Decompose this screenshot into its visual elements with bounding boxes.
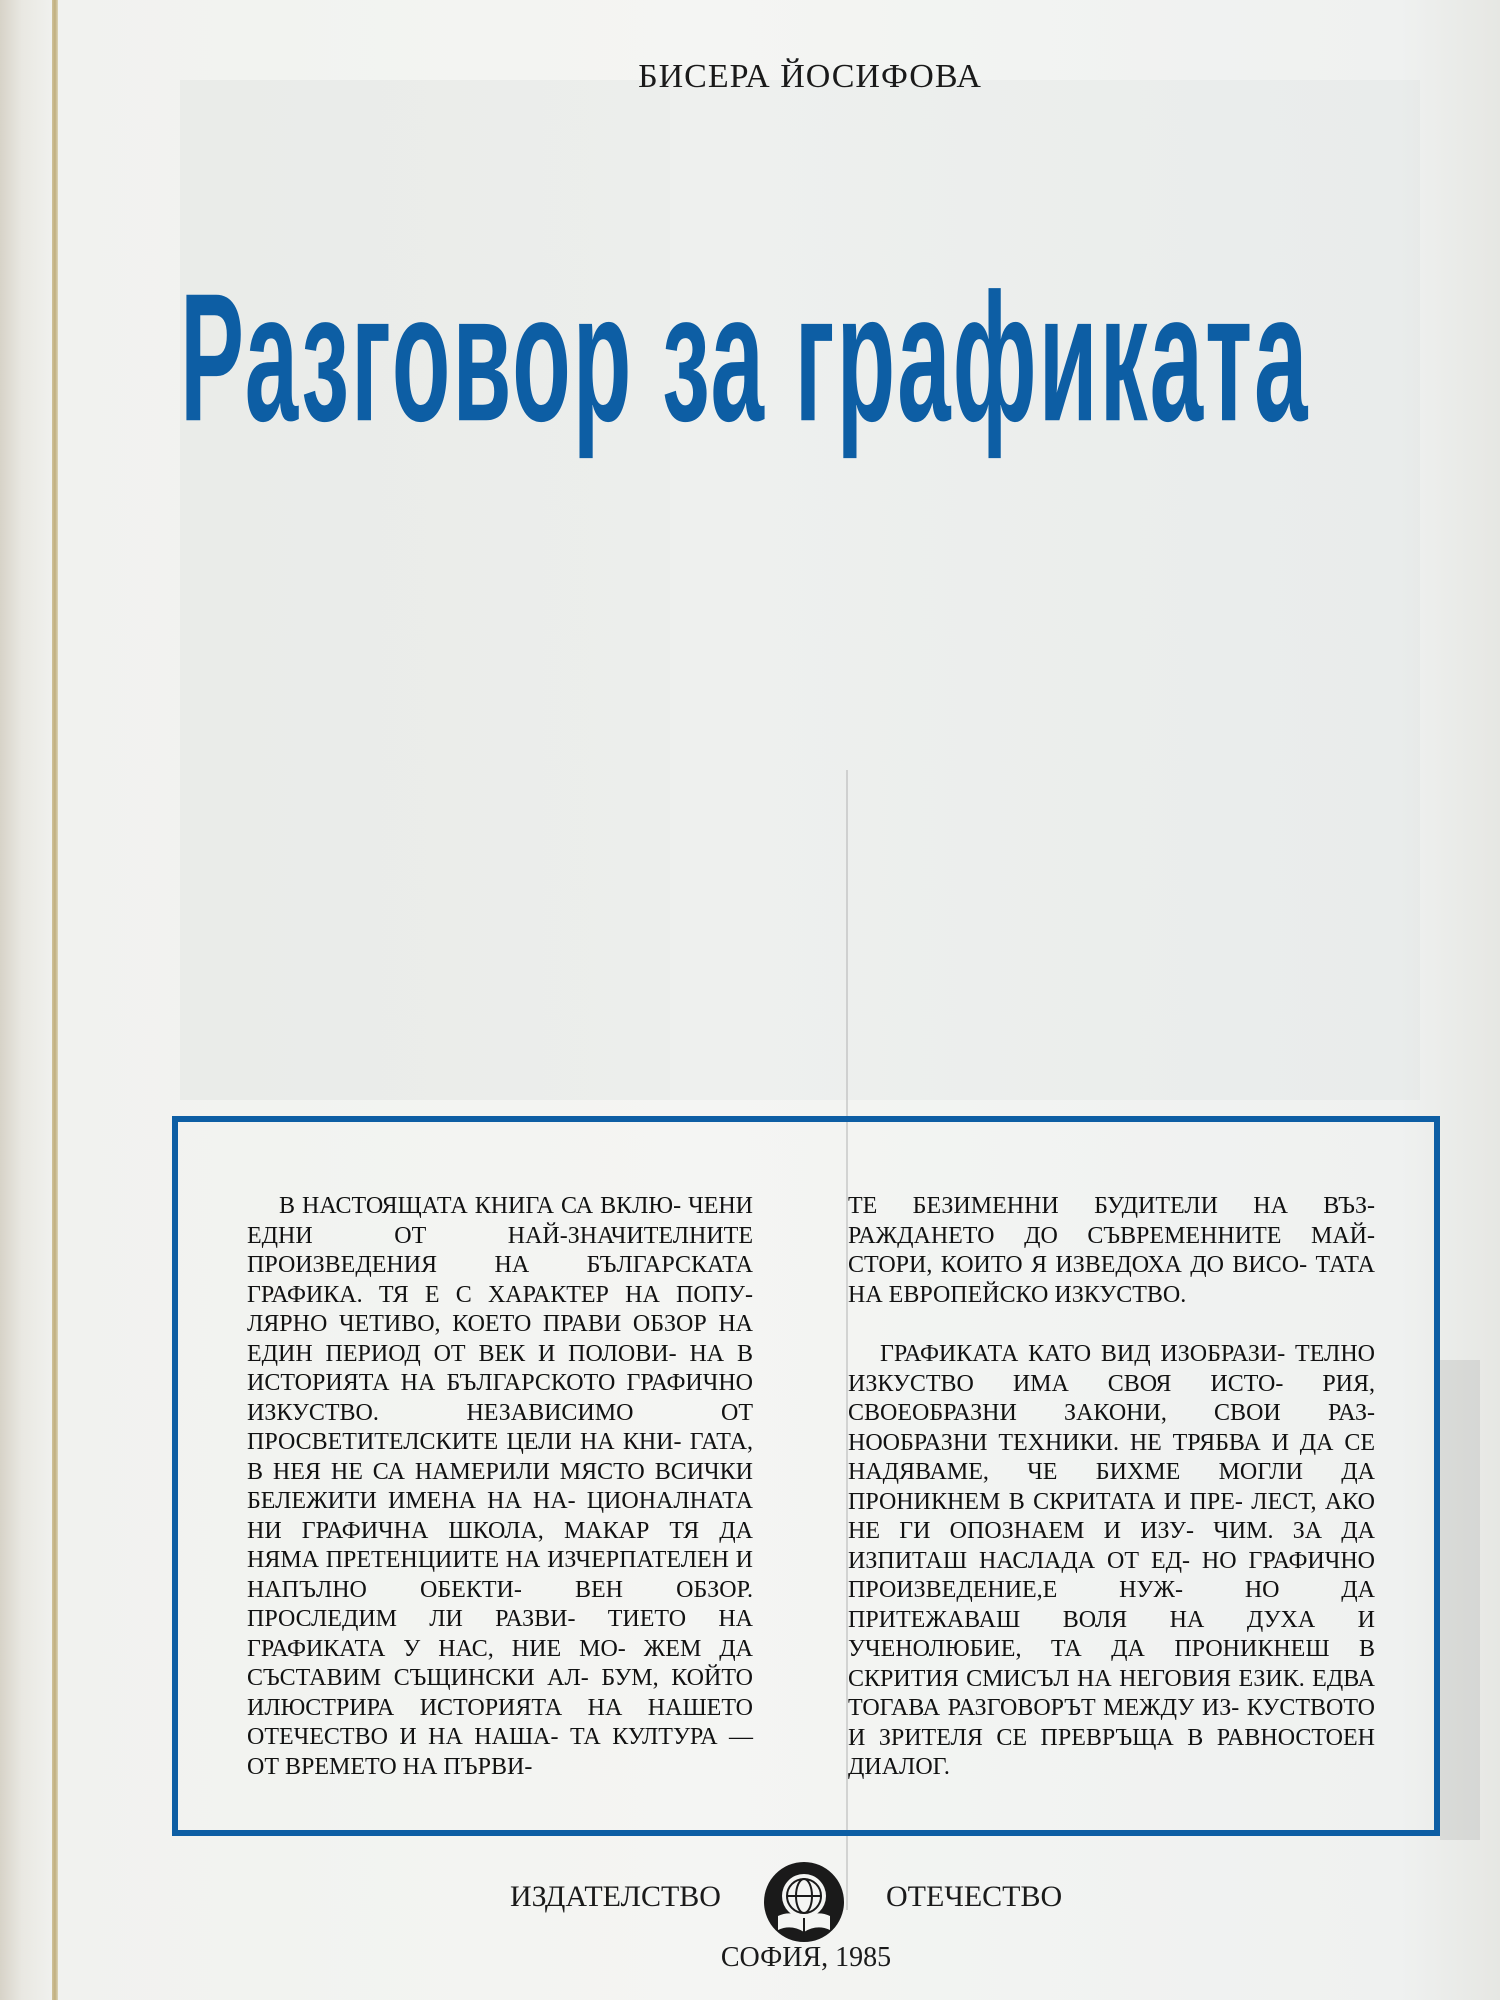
text-line: РАВНОСТОЕН ДИАЛОГ. (848, 1724, 1375, 1780)
text-line: УЧЕНОЛЮБИЕ, ТА ДА ПРОНИКНЕШ В (848, 1636, 1375, 1662)
text-line: ЛЕСТ, АКО НЕ ГИ ОПОЗНАЕМ И ИЗУ- (848, 1488, 1375, 1544)
author-name: БИСЕРА ЙОСИФОВА (638, 58, 982, 95)
city-and-year: СОФИЯ, 1985 (720, 1942, 892, 1973)
text-line: НА В ИСТОРИЯТА НА БЪЛГАРСКОТО (247, 1340, 754, 1396)
text-line: РИЯ, СВОЕОБРАЗНИ ЗАКОНИ, СВОИ РАЗ- (848, 1370, 1376, 1426)
text-line: НА ЕДИН ПЕРИОД ОТ ВЕК И ПОЛОВИ- (247, 1311, 754, 1367)
text-line: ЖЕМ ДА СЪСТАВИМ СЪЩИНСКИ АЛ- (247, 1635, 754, 1691)
text-line: ЛЯРНО ЧЕТИВО, КОЕТО ПРАВИ ОБЗОР (247, 1311, 707, 1337)
text-line: ГАТА, В НЕЯ НЕ СА НАМЕРИЛИ МЯСТО (247, 1429, 754, 1485)
text-line: СКРИТИЯ СМИСЪЛ НА НЕГОВИЯ ЕЗИК. (848, 1665, 1305, 1692)
text-line: ТЕЛНО ИЗКУСТВО ИМА СВОЯ ИСТО- (848, 1341, 1375, 1397)
publisher-line (0, 1880, 1500, 1940)
text-line: ЧЕНИ ЕДНИ ОТ НАЙ-ЗНАЧИТЕЛНИТЕ (247, 1193, 754, 1249)
text-line: ЕДВА ТОГАВА РАЗГОВОРЪТ МЕЖДУ ИЗ- (848, 1665, 1376, 1721)
text-line: ЦИОНАЛНАТА НИ ГРАФИЧНА ШКОЛА, (247, 1488, 753, 1544)
intro-paragraph-1-continued (848, 1192, 1375, 1310)
text-line: В НАСТОЯЩАТА КНИГА СА ВКЛЮ- (279, 1193, 682, 1219)
publisher-word-right: ОТЕЧЕСТВО (886, 1880, 1063, 1913)
text-line: СТОРИ, КОИТО Я ИЗВЕДОХА ДО ВИСО- (848, 1252, 1308, 1278)
text-line: КУСТВОТО И ЗРИТЕЛЯ СЕ ПРЕВРЪЩА В (848, 1695, 1375, 1751)
intro-paragraph-1 (247, 1192, 753, 1782)
text-line: НО ГРАФИЧНО ПРОИЗВЕДЕНИЕ,Е НУЖ- (848, 1547, 1376, 1603)
text-line: ГРАФИКАТА КАТО ВИД ИЗОБРАЗИ- (880, 1341, 1286, 1367)
text-line: ТА КУЛТУРА — ОТ ВРЕМЕТО НА ПЪРВИ- (247, 1724, 753, 1780)
text-line: МАКАР ТЯ ДА НЯМА ПРЕТЕНЦИИТЕ НА (247, 1517, 753, 1573)
text-line: РАЖДАНЕТО ДО СЪВРЕМЕННИТЕ МАЙ- (848, 1222, 1375, 1249)
text-line: ГРАФИКА. ТЯ Е С ХАРАКТЕР НА ПОПУ- (247, 1281, 753, 1308)
text-line: ДА СЕ НАДЯВАМЕ, ЧЕ БИХМЕ МОГЛИ (848, 1429, 1375, 1485)
publisher-word-left: ИЗДАТЕЛСТВО (510, 1880, 721, 1913)
text-line: ВСИЧКИ БЕЛЕЖИТИ ИМЕНА НА НА- (247, 1458, 753, 1514)
text-line: НО ДА ПРИТЕЖАВАШ ВОЛЯ НА ДУХА И (848, 1577, 1375, 1633)
text-line: ДА ПРОНИКНЕМ В СКРИТАТА И ПРЕ- (848, 1459, 1375, 1515)
intro-right-column (848, 1192, 1375, 1783)
intro-paragraph-2 (848, 1340, 1375, 1783)
intro-left-column (247, 1192, 753, 1782)
book-title: Разговор за графиката (180, 256, 1310, 461)
text-line: ИЗЧЕРПАТЕЛЕН И НАПЪЛНО ОБЕКТИ- (247, 1547, 753, 1603)
text-line: ГРАФИЧНО ИЗКУСТВО. НЕЗАВИСИМО (247, 1370, 753, 1426)
show-through-shadow-edge (1440, 1360, 1480, 1840)
text-line: ОТ ПРОСВЕТИТЕЛСКИТЕ ЦЕЛИ НА КНИ- (247, 1399, 753, 1455)
text-line: БУМ, КОЙТО ИЛЮСТРИРА ИСТОРИЯТА (247, 1665, 753, 1721)
page-spine-edge (52, 0, 58, 2000)
text-line: ТАТА НА ЕВРОПЕЙСКО ИЗКУСТВО. (848, 1252, 1376, 1308)
open-book-globe-icon (762, 1860, 846, 1944)
show-through-shadow-left (180, 80, 670, 1100)
text-line: НА НАШЕТО ОТЕЧЕСТВО И НА НАША- (247, 1694, 754, 1750)
text-line: ТИЕТО НА ГРАФИКАТА У НАС, НИЕ МО- (247, 1606, 753, 1662)
text-line: ВЕН ОБЗОР. ПРОСЛЕДИМ ЛИ РАЗВИ- (247, 1576, 753, 1632)
show-through-shadow-right (670, 80, 1420, 1100)
text-line: ПРОИЗВЕДЕНИЯ НА БЪЛГАРСКАТА (247, 1252, 753, 1278)
text-line: ЧИМ. ЗА ДА ИЗПИТАШ НАСЛАДА ОТ ЕД- (848, 1518, 1376, 1574)
text-line: ТЕ БЕЗИМЕННИ БУДИТЕЛИ НА ВЪЗ- (848, 1193, 1375, 1219)
text-line: НООБРАЗНИ ТЕХНИКИ. НЕ ТРЯБВА И (848, 1429, 1289, 1456)
